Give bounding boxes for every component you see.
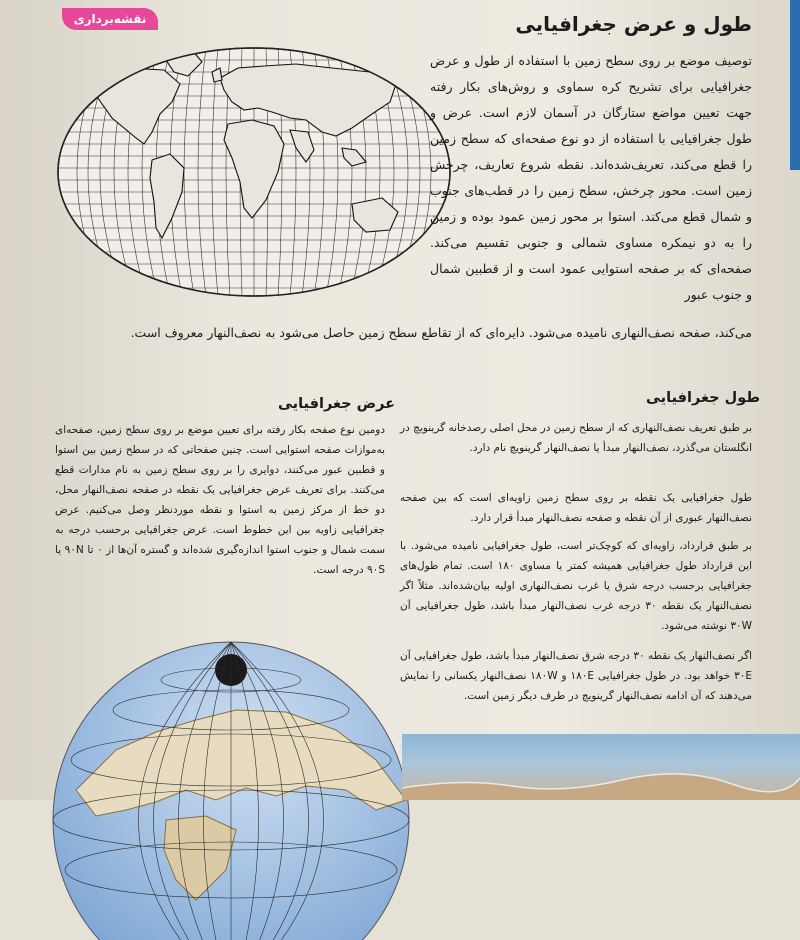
- world-map-image: [52, 32, 457, 312]
- coastline-illustration: [402, 760, 800, 800]
- page-edge-strip: [790, 0, 800, 170]
- latitude-heading: عرض جغرافیایی: [278, 396, 396, 412]
- intro-paragraph: توصیف موضع بر روی سطح زمین با استفاده از طول و عرض جغرافیایی برای تشریح کره سماوی و روش‌های بکار رفته جهت تعیین مواضع ستارگان در آسمان لازم است. عرض و طول جغرافیایی با استفاده از دو نوع صفحه‌ای که سطح زمین را قطع می‌کند، تعریف‌شده‌اند. نقطه شروع تعاریف، چرخش زمین است. محور چرخش، سطح زمین را در قطب‌های جنوب و شمال قطع می‌کند. استوا بر محور زمین عمود بوده و زمین را به دو نیمکره مساوی شمالی و جنوبی تقسیم می‌کند. صفحه‌ای که بر صفحه استوایی عمود است و از قطبین شمال و جنوب عبور: [430, 53, 752, 302]
- globe-image: [46, 640, 426, 940]
- intro-paragraph-end: می‌کند، صفحه نصف‌النهاری نامیده می‌شود. دایره‌ای که از تقاطع سطح زمین حاصل می‌شود به نصف‌النهار معروف است.: [130, 325, 752, 340]
- longitude-paragraph-3: بر طبق قرارداد، زاویه‌ای که کوچک‌تر است، طول جغرافیایی نامیده می‌شود. با این قرارداد طول جغرافیایی همیشه کمتر یا مساوی ۱۸۰ است. تمام طول‌های جغرافیایی برحسب درجه شرق یا غرب نصف‌النهاری اولیه بیان‌شده‌اند. مثلاً اگر نصف‌النهار یک نقطه ۳۰ درجه غرب نصف‌النهار مبدأ باشد، طول جغرافیایی آن ۳۰W نوشته می‌شود.: [400, 540, 753, 632]
- section-tab: نقشه‌برداری: [62, 8, 158, 30]
- latitude-paragraph-1: دومین نوع صفحه بکار رفته برای تعیین موضع بر روی سطح زمین، صفحه‌ای به‌موازات صفحه استوایی است. چنین صفحاتی که در سطح زمین بین استوا و قطبین عبور می‌کنند، دوایری را بر روی سطح زمین به نام مدارات قطع می‌کنند. برای تعریف عرض جغرافیایی یک نقطه در صفحه نصف‌النهار محل، دو خط از مرکز زمین به استوا و نقطه موردنظر وصل می‌کنیم. عرض جغرافیایی زاویه بین این خطوط است. عرض جغرافیایی برحسب درجه به سمت شمال و جنوب استوا اندازه‌گیری شده‌اند و گستره آن‌ها از ۰ تا ۹۰N یا ۹۰S درجه است.: [55, 424, 385, 576]
- longitude-heading: طول جغرافیایی: [646, 390, 760, 406]
- page-title: طول و عرض جغرافیایی: [515, 12, 752, 36]
- longitude-paragraph-4: اگر نصف‌النهار یک نقطه ۳۰ درجه شرق نصف‌النهار مبدأ باشد، طول جغرافیایی آن ۳۰E خواهد بود. در طول جغرافیایی ۱۸۰E و ۱۸۰W نصف‌النهار یکسانی را نمایش می‌دهند که آن ادامه نصف‌النهار گرینویچ در طرف دیگر زمین است.: [400, 650, 753, 702]
- longitude-paragraph-1: بر طبق تعریف نصف‌النهاری که از سطح زمین در محل اصلی رصدخانه گرینویچ در انگلستان می‌گذرد، نصف‌النهار مبدأ یا نصف‌النهار گرینویچ نام دارد.: [400, 422, 752, 454]
- longitude-paragraph-2: طول جغرافیایی یک نقطه بر روی سطح زمین زاویه‌ای است که بین صفحه نصف‌النهار عبوری از آن نقطه و صفحه نصف‌النهار مبدأ قرار دارد.: [400, 492, 752, 524]
